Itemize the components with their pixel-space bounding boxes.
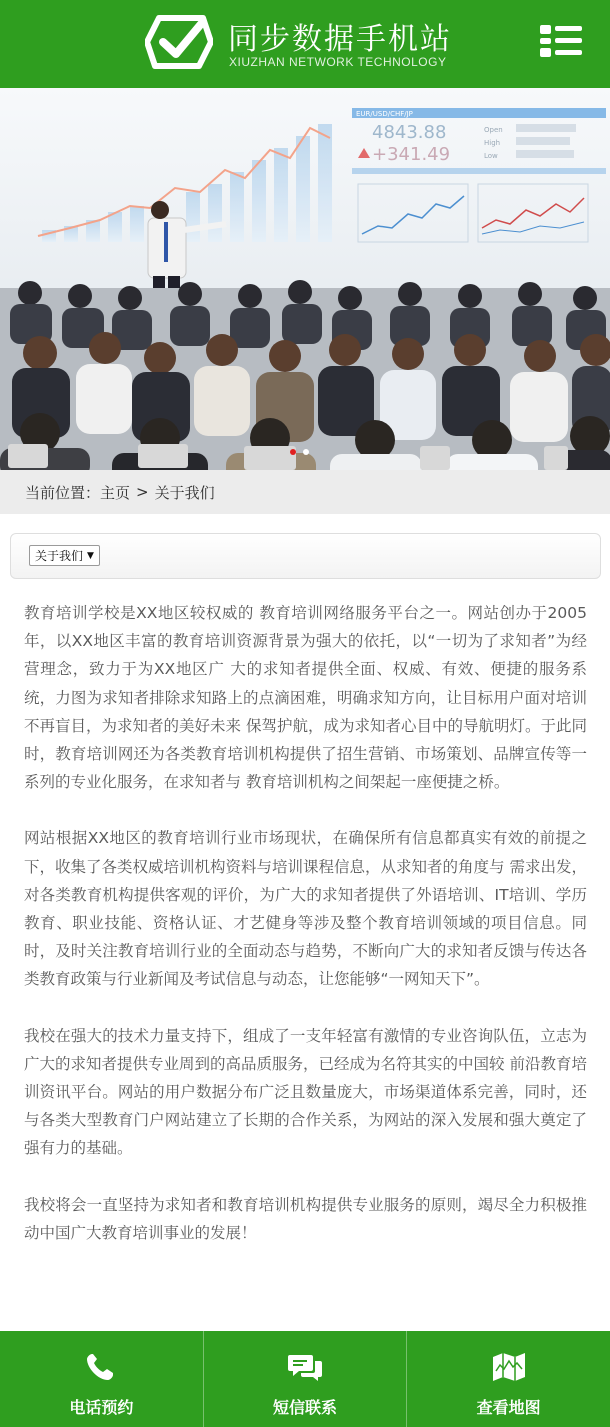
breadcrumb-separator: > <box>136 483 149 501</box>
bottom-nav <box>0 1331 610 1427</box>
banner-dot-2[interactable] <box>303 449 309 455</box>
chat-bubbles-icon <box>287 1351 323 1383</box>
category-select-bar <box>10 533 601 579</box>
view-map-label: 查看地图 <box>476 1398 541 1417</box>
screen-label-open: Open <box>484 126 503 134</box>
map-icon <box>491 1351 527 1383</box>
dropdown-arrow-icon: ▼ <box>87 550 94 561</box>
sms-contact-label: 短信联系 <box>273 1398 338 1417</box>
category-select-value: 关于我们 <box>35 549 84 563</box>
breadcrumb-prefix: 当前位置： <box>25 483 101 502</box>
hero-banner[interactable] <box>0 88 610 470</box>
article-paragraph: 我校将会一直坚持为求知者和教育培训机构提供专业服务的原则，竭尽全力积极推动中国广大教育培训事业的发展！ <box>24 1195 587 1242</box>
screen-value-1: 4843.88 <box>372 122 447 143</box>
phone-icon <box>83 1351 119 1383</box>
screen-label-low: Low <box>484 152 498 160</box>
phone-booking-button[interactable] <box>0 1331 204 1427</box>
category-select[interactable] <box>29 545 100 566</box>
article-paragraph: 网站根据XX地区的教育培训行业市场现状，在确保所有信息都真实有效的前提之下，收集了各类权威培训机构资料与培训课程信息，从求知者的角度与 需求出发，对各类教育机构提供客观的评价，为广大的求知者提供了外语培训、IT培训、学历教育、职业技能、资格认证、才艺健身等涉及整个教育培训领域的项目信息。同时，及时关注教育培训行业的全面动态与趋势，不断向广大的求知者反馈与传达各类教育政策与行业新闻及考试信息与动态，让您能够“一网知天下”。 <box>24 829 587 989</box>
breadcrumb-home-link[interactable]: 主页 <box>100 483 131 502</box>
banner-dot-1[interactable] <box>290 449 296 455</box>
view-map-button[interactable] <box>407 1331 610 1427</box>
article-paragraph: 我校在强大的技术力量支持下，组成了一支年轻富有激情的专业咨询队伍，立志为广大的求知者提供专业周到的高品质服务，已经成为名符其实的中国较 前沿教育培训资讯平台。网站的用户数据分布广泛且数量庞大，市场渠道体系完善，同时，还与各类大型教育门户网站建立了长期的合作关系，为网站的深入发展和强大奠定了强有力的基础。 <box>24 1026 587 1158</box>
screen-ticker: EUR/USD/CHF/JP <box>356 110 413 118</box>
breadcrumb-current-link[interactable]: 关于我们 <box>154 483 215 502</box>
screen-label-high: High <box>484 139 501 147</box>
site-subtitle: XIUZHAN NETWORK TECHNOLOGY <box>229 55 447 69</box>
site-title[interactable]: 同步数据手机站 <box>228 22 452 57</box>
screen-value-2: +341.49 <box>372 144 451 165</box>
about-article <box>24 599 587 1275</box>
banner-pagination <box>290 449 309 455</box>
sms-contact-button[interactable] <box>204 1331 408 1427</box>
top-header <box>0 0 610 88</box>
check-box-logo-icon[interactable] <box>145 12 213 72</box>
article-paragraph: 教育培训学校是XX地区较权威的 教育培训网络服务平台之一。网站创办于2005年，以XX地区丰富的教育培训资源背景为强大的依托，以“一切为了求知者”为经营理念，致力于为XX地区广 大的求知者提供全面、权威、有效、便捷的服务系统，力图为求知者排除求知路上的点滴困难，明确求知方向，让目标用户面对培训不再盲目，为求知者的美好未来 保驾护航，成为求知者心目中的导航明灯。于此同时，教育培训网还为各类教育培训机构提供了招生营销、市场策划、品牌宣传等一系列的专业化服务，在求知者与 教育培训机构之间架起一座便捷之桥。 <box>24 604 587 792</box>
breadcrumb <box>0 470 610 514</box>
banner-image <box>0 88 610 470</box>
list-menu-icon[interactable] <box>538 22 584 60</box>
phone-booking-label: 电话预约 <box>69 1398 134 1417</box>
